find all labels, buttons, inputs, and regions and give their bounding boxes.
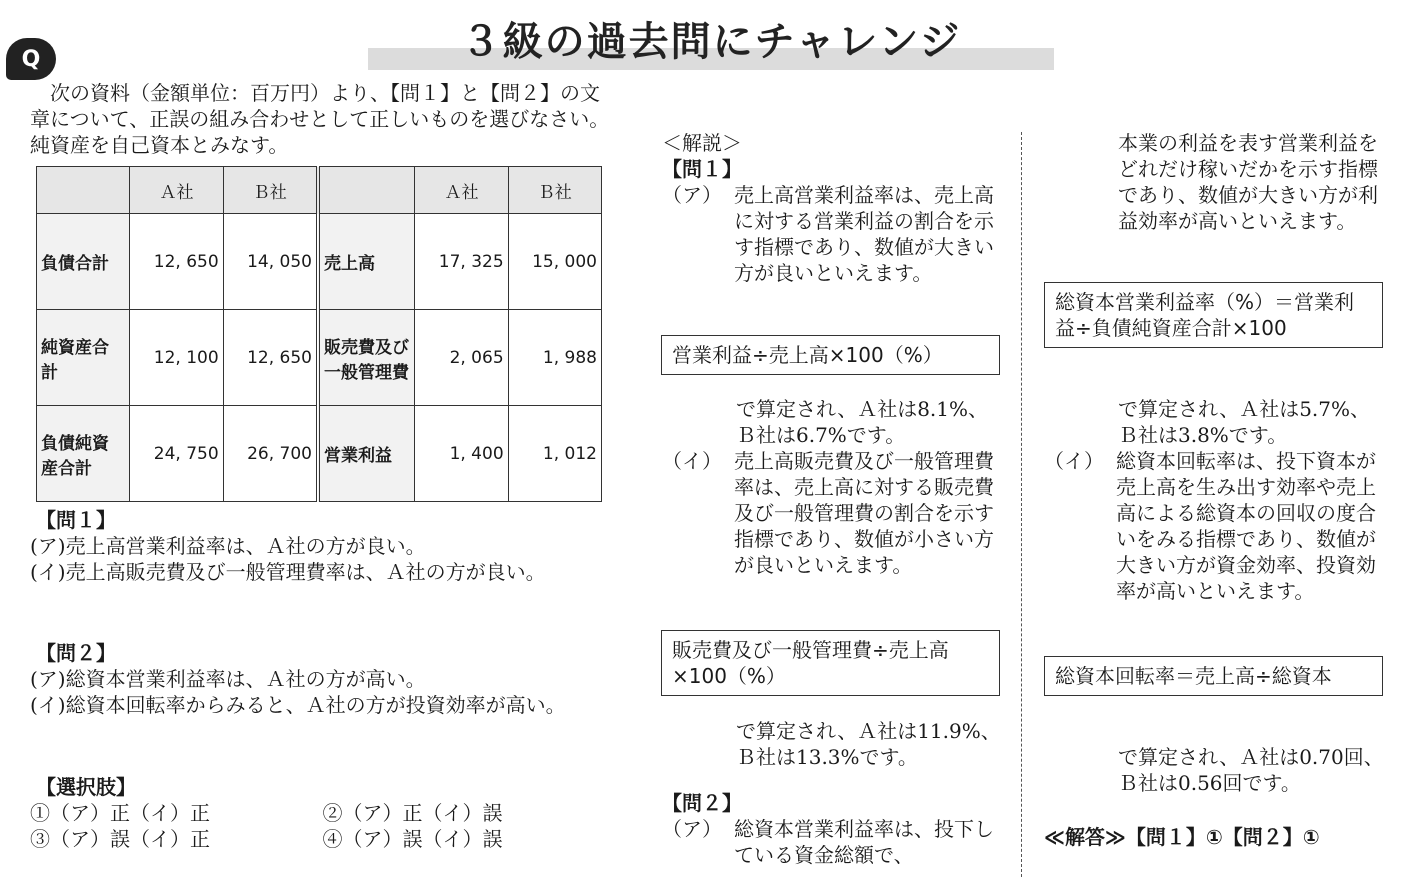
explanation-q1-i (662, 448, 1002, 578)
explanation-q2-a (662, 816, 1002, 868)
table-cell: 負債合計 (37, 214, 130, 310)
table-cell: 1, 012 (508, 406, 601, 502)
table-header-row (37, 167, 602, 214)
table-cell: 営業利益 (318, 406, 415, 502)
table-cell: 売上高 (318, 214, 415, 310)
mark-i: (イ) (30, 693, 66, 717)
intro-text: 次の資料（金額単位：百万円）より、【問１】と【問２】の文章について、正誤の組み合わせとして正しいものを選びなさい。純資産を自己資本とみなす。 (30, 81, 610, 157)
financial-data-table (36, 166, 602, 502)
question-1-a-text: 売上高営業利益率は、Ａ社の方が良い。 (65, 534, 426, 558)
formula-box-3: 総資本営業利益率（%）＝営業利益÷負債純資産合計×100 (1044, 282, 1383, 348)
page-title: ３級の過去問にチャレンジ (460, 19, 962, 65)
column-divider (1021, 132, 1022, 877)
answer-text: ≪解答≫【問１】①【問２】① (1044, 825, 1320, 849)
mark-a: （ア） (662, 817, 722, 841)
question-1-i-text: 売上高販売費及び一般管理費率は、Ａ社の方が良い。 (65, 560, 546, 584)
table-cell: 販売費及び一般管理費 (318, 310, 415, 406)
question-2-heading: 【問２】 (36, 641, 116, 665)
table-header-cell: Ｂ社 (223, 167, 318, 214)
question-1 (30, 507, 615, 585)
table-row (37, 310, 602, 406)
table-cell: 17, 325 (415, 214, 508, 310)
question-2-a (30, 666, 615, 692)
formula-box-4: 総資本回転率＝売上高÷総資本 (1044, 656, 1383, 696)
explanation-after-box-2: で算定され、Ａ社は11.9%、Ｂ社は13.3%です。 (736, 719, 1001, 769)
explanation-q2-heading: 【問２】 (662, 791, 742, 815)
table-header-cell (318, 167, 415, 214)
choices-heading: 【選択肢】 (36, 775, 136, 799)
question-1-i (30, 559, 615, 585)
table-cell: 12, 650 (223, 310, 318, 406)
question-intro (30, 80, 610, 158)
explanation-q1-i-text: 売上高販売費及び一般管理費率は、売上高に対する販売費及び一般管理費の割合を示す指標であり、数値が小さい方が良いといえます。 (734, 449, 994, 577)
table-cell: 26, 700 (223, 406, 318, 502)
question-badge-icon: Q (6, 38, 56, 80)
formula-box-2: 販売費及び一般管理費÷売上高×100（%） (661, 630, 1000, 696)
mark-a: (ア) (30, 534, 66, 558)
table-cell: 15, 000 (508, 214, 601, 310)
explanation-col-1b (662, 396, 1002, 578)
mark-i: (イ) (30, 560, 66, 584)
question-2 (30, 640, 615, 718)
explanation-q1-heading: 【問１】 (662, 157, 742, 181)
explanation-col-2b (1044, 396, 1384, 604)
explanation-q2-a-text: 総資本営業利益率は、投下している資金総額で、 (734, 817, 994, 867)
explanation-after-box-4: で算定され、Ａ社は0.70回、Ｂ社は0.56回です。 (1118, 745, 1384, 795)
question-1-a (30, 533, 615, 559)
explanation-col-2 (1044, 130, 1384, 234)
explanation-q2-i-text: 総資本回転率は、投下資本が売上高を生み出す効率や売上高による総資本の回収の度合いをみる指標であり、数値が大きい方が資金効率、投資効率が高いといえます。 (1116, 449, 1376, 603)
choice-3: ③（ア）誤（イ）正 (30, 827, 210, 851)
mark-i: （イ） (1044, 449, 1104, 473)
table-cell: 負債純資産合計 (37, 406, 130, 502)
table-header-cell: Ａ社 (130, 167, 223, 214)
explanation-col-1 (662, 130, 1002, 286)
table-header-cell: Ａ社 (415, 167, 508, 214)
table-cell: 12, 100 (130, 310, 223, 406)
table-cell: 純資産合計 (37, 310, 130, 406)
explanation-q2-i (1044, 448, 1384, 604)
table-cell: 1, 400 (415, 406, 508, 502)
explanation-heading: ＜解説＞ (662, 131, 742, 155)
choice-4: ④（ア）誤（イ）誤 (322, 827, 503, 851)
choices-list (30, 800, 615, 852)
table-header-cell: Ｂ社 (508, 167, 601, 214)
choice-1: ①（ア）正（イ）正 (30, 801, 210, 825)
question-2-i (30, 692, 615, 718)
table-header-cell (37, 167, 130, 214)
mark-i: （イ） (662, 449, 722, 473)
table-cell: 14, 050 (223, 214, 318, 310)
formula-box-1: 営業利益÷売上高×100（%） (661, 335, 1000, 375)
explanation-q2-a-continued: 本業の利益を表す営業利益をどれだけ稼いだかを示す指標であり、数値が大きい方が利益効率が高いといえます。 (1118, 131, 1378, 233)
question-1-heading: 【問１】 (36, 508, 116, 532)
table-row (37, 406, 602, 502)
table-cell: 12, 650 (130, 214, 223, 310)
explanation-col-1c (662, 718, 1002, 868)
explanation-after-box-3: で算定され、Ａ社は5.7%、Ｂ社は3.8%です。 (1118, 397, 1371, 447)
table-cell: 1, 988 (508, 310, 601, 406)
table-cell: 24, 750 (130, 406, 223, 502)
mark-a: (ア) (30, 667, 66, 691)
question-2-i-text: 総資本回転率からみると、Ａ社の方が投資効率が高い。 (65, 693, 566, 717)
table-row (37, 214, 602, 310)
mark-a: （ア） (662, 183, 722, 207)
choice-2: ②（ア）正（イ）誤 (322, 801, 503, 825)
question-2-a-text: 総資本営業利益率は、Ａ社の方が高い。 (65, 667, 426, 691)
explanation-q1-a (662, 182, 1002, 286)
explanation-col-2c (1044, 744, 1384, 796)
explanation-q1-a-text: 売上高営業利益率は、売上高に対する営業利益の割合を示す指標であり、数値が大きい方が良いといえます。 (734, 183, 994, 285)
explanation-after-box-1: で算定され、Ａ社は8.1%、Ｂ社は6.7%です。 (736, 397, 989, 447)
table-cell: 2, 065 (415, 310, 508, 406)
